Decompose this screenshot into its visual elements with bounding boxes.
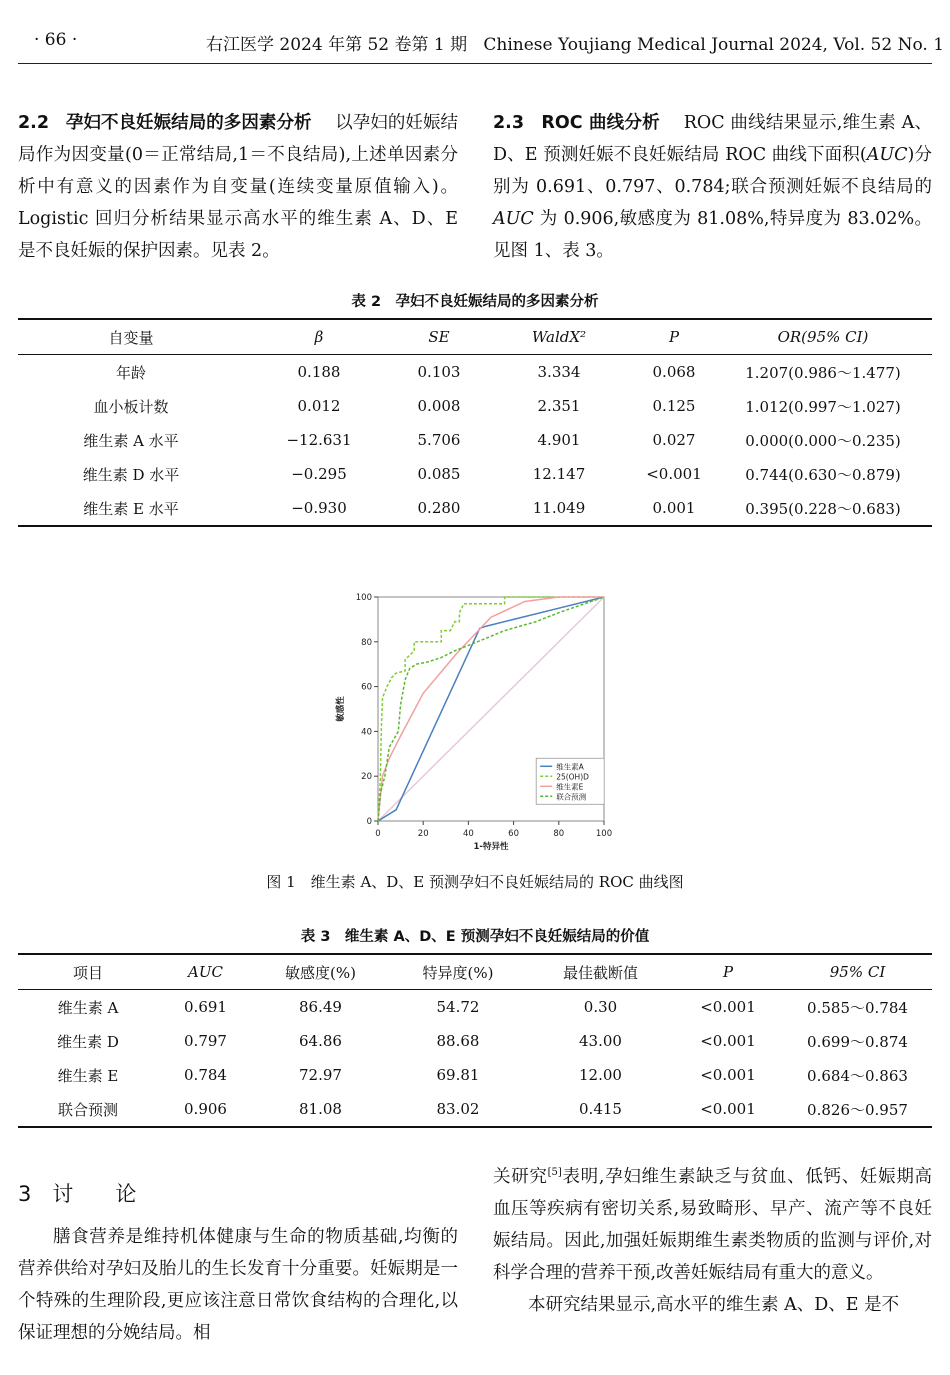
table-cell: 0.415 (528, 1092, 673, 1127)
table-cell: 血小板计数 (93, 397, 169, 416)
table-cell: 83.02 (388, 1092, 528, 1127)
table-cell: 0.906 (158, 1092, 253, 1127)
auc-term: AUC (866, 145, 908, 165)
figure1-caption: 图 1 维生素 A、D、E 预测孕妇不良妊娠结局的 ROC 曲线图 (266, 873, 684, 891)
header-rule (18, 63, 932, 64)
x-axis-label: 1-特异性 (473, 842, 509, 852)
table3-row (18, 1058, 932, 1092)
table-cell: 86.49 (299, 998, 342, 1016)
table-cell: 联合预测 (18, 1092, 158, 1127)
table2 (18, 318, 932, 527)
journal-title-cn: 右江医学 2024 年第 52 卷第 1 期 (206, 35, 468, 55)
table3 (18, 953, 932, 1128)
table-cell: 12.147 (532, 465, 586, 483)
discussion-right-column (493, 1157, 932, 1321)
table-cell: 4.901 (537, 431, 581, 449)
table-cell: 0.699～0.874 (807, 1032, 908, 1051)
table-cell: 0.784 (184, 1066, 227, 1084)
table-cell: 43.00 (579, 1032, 622, 1050)
table3-row (18, 1092, 932, 1127)
legend-label: 维生素E (556, 782, 584, 792)
section-2-2 (18, 107, 458, 267)
section-number: 2.2 (18, 113, 50, 133)
table-cell: 0.188 (297, 363, 341, 381)
y-tick-label: 60 (361, 682, 372, 693)
discussion-paragraph: 膳食营养是维持机体健康与生命的物质基础,均衡的营养供给对孕妇及胎儿的生长发育十分重要。妊娠期是一个特殊的生理阶段,更应该注意日常饮食结构的合理化,以保证理想的分娩结局。相 (18, 1227, 458, 1343)
table-cell: 0.000(0.000～0.235) (745, 431, 901, 450)
y-axis-label: 敏感性 (336, 696, 346, 722)
table-cell: 0.068 (652, 363, 696, 381)
x-tick-label: 40 (462, 829, 474, 839)
table-cell: 5.706 (417, 431, 461, 449)
table-cell: 12.00 (579, 1066, 622, 1084)
table-cell: 维生素 D 水平 (82, 465, 180, 484)
section-text: )分别为 0.691、0.797、0.784;联合预测妊娠不良结局的 (493, 145, 933, 197)
table3-header: 最佳截断值 (528, 954, 673, 990)
journal-header (206, 30, 944, 55)
table2-row (18, 491, 932, 526)
table2-row (18, 389, 932, 423)
legend-label: 维生素A (556, 762, 584, 772)
table-cell: 维生素 E (57, 1066, 119, 1085)
table-cell: 0.008 (417, 397, 461, 415)
table-cell: 0.280 (394, 491, 484, 526)
table-cell: 0.085 (417, 465, 461, 483)
table-cell: 0.826～0.957 (783, 1092, 932, 1127)
table-cell: 维生素 A (57, 998, 119, 1017)
table-cell: 0.395(0.228～0.683) (714, 491, 932, 526)
table-cell: 0.103 (417, 363, 461, 381)
discussion-paragraph: 本研究结果显示,高水平的维生素 A、D、E 是不 (528, 1294, 900, 1315)
y-tick-label: 80 (361, 637, 372, 648)
table3-header: 95% CI (783, 954, 932, 990)
table-cell: 2.351 (537, 397, 581, 415)
table3-caption: 表 3 维生素 A、D、E 预测孕妇不良妊娠结局的价值 (300, 929, 650, 945)
table-cell: 0.585～0.784 (807, 998, 908, 1017)
table2-header: β (244, 319, 394, 355)
table-cell: 88.68 (436, 1032, 480, 1050)
table-cell: <0.001 (646, 465, 702, 483)
legend-label: 25(OH)D (556, 772, 589, 782)
table2-header: 自变量 (18, 319, 244, 355)
page-number: · 66 · (34, 30, 78, 50)
section-2-3 (493, 107, 932, 267)
table-cell: 0.30 (583, 998, 618, 1016)
x-tick-label: 60 (508, 829, 520, 839)
table3-row (18, 990, 932, 1025)
table2-row (18, 457, 932, 491)
table-cell: 维生素 A 水平 (83, 431, 179, 450)
y-tick-label: 0 (366, 817, 372, 827)
x-tick-label: 80 (553, 829, 565, 839)
table-cell: 81.08 (253, 1092, 388, 1127)
y-tick-label: 100 (355, 593, 372, 603)
table2-header: WaldX² (484, 319, 634, 355)
y-tick-label: 40 (361, 727, 372, 738)
table-cell: <0.001 (673, 1092, 783, 1127)
legend-label: 联合预测 (556, 792, 587, 802)
discussion-paragraph (493, 1157, 932, 1289)
x-tick-label: 20 (417, 829, 429, 839)
table-cell: 0.744(0.630～0.879) (745, 465, 901, 484)
table-cell: 69.81 (436, 1066, 480, 1084)
table-cell: 0.027 (652, 431, 696, 449)
table-cell: 0.797 (184, 1032, 227, 1050)
table3-header: P (673, 954, 783, 990)
section-title: ROC 曲线分析 (541, 113, 660, 133)
table2-header: P (634, 319, 714, 355)
table-cell: −0.930 (244, 491, 394, 526)
table3-header-row (18, 954, 932, 990)
table-cell: 54.72 (436, 998, 480, 1016)
table-cell: 0.684～0.863 (807, 1066, 908, 1085)
table-cell: <0.001 (700, 1066, 756, 1084)
table-cell: 0.691 (184, 998, 227, 1016)
table-cell: <0.001 (700, 1032, 756, 1050)
table3-header: 项目 (18, 954, 158, 990)
section-number: 2.3 (493, 113, 525, 133)
section-text: 以孕妇的妊娠结局作为因变量(0＝正常结局,1＝不良结局),上述单因素分析中有意义的因素作为自变量(连续变量原值输入)。Logistic 回归分析结果显示高水平的维生素 A、D、E 是不良妊娠的保护因素。见表 2。 (18, 113, 458, 261)
auc-term: AUC (493, 209, 534, 229)
y-tick-label: 20 (361, 772, 372, 783)
table3-header: 敏感度(%) (253, 954, 388, 990)
x-tick-label: 0 (375, 829, 381, 839)
table-cell: 1.012(0.997～1.027) (745, 397, 901, 416)
table2-header: OR(95% CI) (714, 319, 932, 355)
table-cell: 11.049 (484, 491, 634, 526)
section-text: ROC 曲线结果显示,维生素 A、D、E 预测妊娠不良妊娠结局 ROC 曲线下面积( (493, 113, 932, 165)
table-cell: 0.125 (652, 397, 696, 415)
paragraph-text: 关研究 (493, 1166, 548, 1187)
table-cell: <0.001 (700, 998, 756, 1016)
table2-header: SE (394, 319, 484, 355)
x-tick-label: 100 (595, 829, 613, 839)
table-cell: 0.001 (634, 491, 714, 526)
table2-caption: 表 2 孕妇不良妊娠结局的多因素分析 (351, 294, 599, 310)
section-text: 为 0.906,敏感度为 81.08%,特异度为 83.02%。见图 1、表 3。 (493, 209, 932, 261)
citation-ref: [5] (547, 1167, 562, 1178)
paragraph-text: 表明,孕妇维生素缺乏与贫血、低钙、妊娠期高血压等疾病有密切关系,易致畸形、早产、流产等不良妊娠结局。因此,加强妊娠期维生素类物质的监测与评价,对科学合理的营养干预,改善妊娠结局有重大的意义。 (493, 1166, 933, 1283)
table-cell: 年龄 (115, 363, 146, 382)
table-cell: −12.631 (286, 431, 352, 449)
table2-header-row (18, 319, 932, 355)
table-cell: 0.012 (297, 397, 341, 415)
table2-row (18, 355, 932, 390)
table-cell: 3.334 (537, 363, 581, 381)
table3-header: AUC (158, 954, 253, 990)
roc-chart (330, 585, 620, 860)
discussion-heading: 3 讨 论 (18, 1182, 137, 1206)
discussion-left-column (18, 1221, 458, 1349)
table-cell: 64.86 (299, 1032, 342, 1050)
section-title: 孕妇不良妊娠结局的多因素分析 (65, 113, 312, 133)
table-cell: 维生素 D (57, 1032, 119, 1051)
table3-header: 特异度(%) (388, 954, 528, 990)
journal-title-en: Chinese Youjiang Medical Journal 2024, Vol. 52 No. 1 (483, 35, 945, 55)
table-cell: 1.207(0.986～1.477) (745, 363, 901, 382)
table-cell: −0.295 (291, 465, 347, 483)
table-cell: 72.97 (299, 1066, 342, 1084)
table-cell: 维生素 E 水平 (18, 491, 244, 526)
table3-row (18, 1024, 932, 1058)
table2-row (18, 423, 932, 457)
